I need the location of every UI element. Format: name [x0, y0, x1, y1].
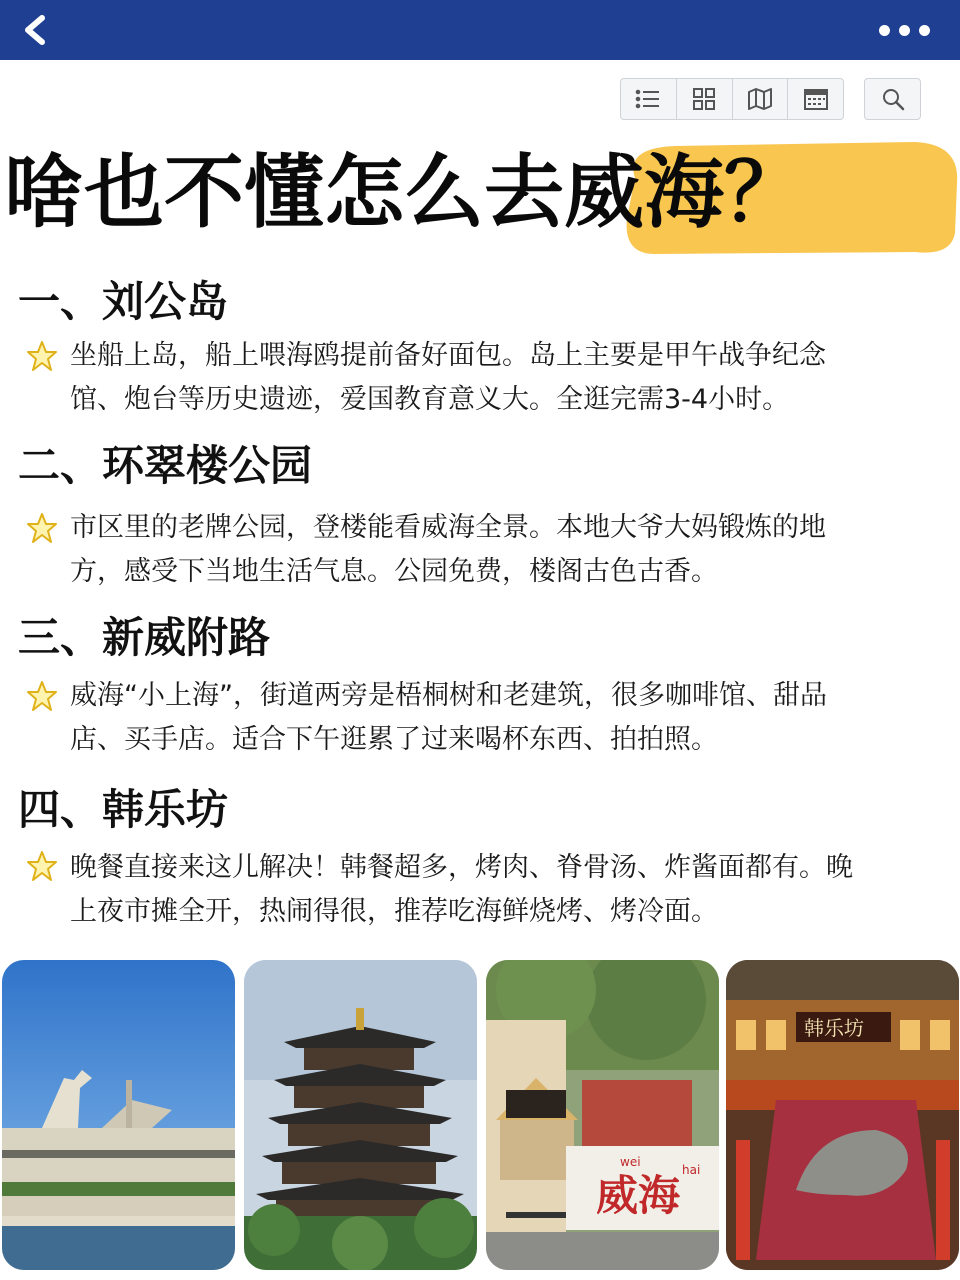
more-options-button[interactable]: [879, 18, 930, 42]
list-view-button[interactable]: [621, 79, 677, 119]
page-title: 啥也不懂怎么去威海？: [4, 146, 804, 239]
top-nav-bar: [0, 0, 960, 60]
star-icon: [26, 680, 58, 712]
section-body-xinweifu-road: 威海“小上海”，街道两旁是梧桐树和老建筑，很多咖啡馆、甜品店、买手店。适合下午逛累了过来喝杯东西、拍拍照。: [70, 680, 827, 755]
more-dot: [919, 25, 930, 36]
calendar-view-icon: [803, 87, 829, 111]
list-view-icon: [635, 88, 661, 110]
grid-view-button[interactable]: [677, 79, 733, 119]
more-dot: [899, 25, 910, 36]
section-body-liugong-island: 坐船上岛，船上喂海鸥提前备好面包。岛上主要是甲午战争纪念馆、炮台等历史遗迹，爱国教育意义大。全逛完需3-4小时。: [70, 340, 826, 415]
section-body-huancui-park: 市区里的老牌公园，登楼能看威海全景。本地大爷大妈锻炼的地方，感受下当地生活气息。公园免费，楼阁古色古香。: [70, 512, 826, 587]
back-button[interactable]: [16, 12, 56, 48]
map-view-button[interactable]: [733, 79, 789, 119]
photo-xinweifu-road: [486, 960, 719, 1270]
section-title-huancui-park: 二、环翠楼公园: [18, 441, 313, 490]
photo4-sign-text: 韩乐坊: [804, 1016, 864, 1040]
photo-liugong-island-memorial: [2, 960, 235, 1270]
section-title-hanlefang: 四、韩乐坊: [18, 785, 229, 834]
photo3-pinyin-wei: wei: [620, 1155, 641, 1169]
star-icon: [26, 850, 58, 882]
more-dots-icon: [879, 25, 890, 36]
section-body-hanlefang: 晚餐直接来这儿解决！韩餐超多，烤肉、脊骨汤、炸酱面都有。晚上夜市摊全开，热闹得很，推荐吃海鲜烧烤、烤冷面。: [70, 852, 853, 927]
search-button[interactable]: [864, 78, 921, 120]
chevron-left-icon: [16, 12, 56, 48]
photo3-sign-text: 威海: [596, 1171, 681, 1220]
grid-view-icon: [692, 87, 716, 111]
search-icon: [881, 87, 905, 111]
view-toolbar: [620, 78, 844, 120]
star-icon: [26, 512, 58, 544]
photo3-pinyin-hai: hai: [682, 1163, 701, 1177]
headline-area: [0, 130, 960, 260]
photo-hanlefang-gate: [726, 960, 959, 1270]
star-icon: [26, 340, 58, 372]
section-title-xinweifu-road: 三、新威附路: [18, 613, 271, 662]
calendar-view-button[interactable]: [788, 79, 843, 119]
section-title-liugong-island: 一、刘公岛: [18, 277, 229, 326]
map-view-icon: [747, 87, 773, 111]
photo-huancui-pavilion: [244, 960, 477, 1270]
